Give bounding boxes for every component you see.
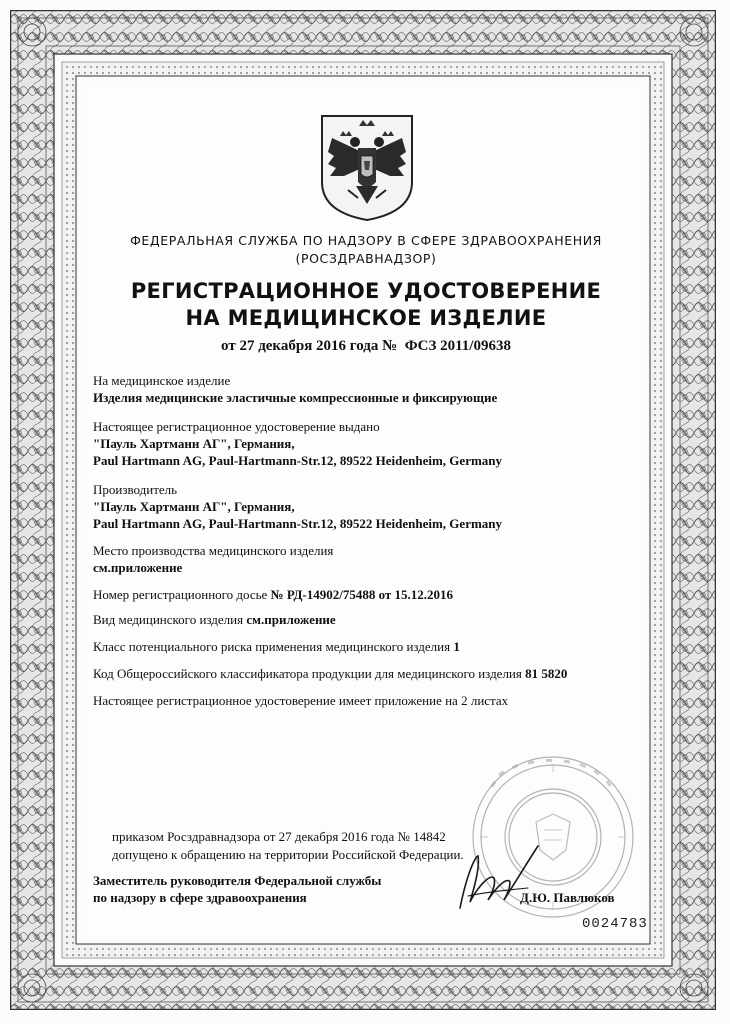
issued-holder-en: Paul Hartmann AG, Paul-Hartmann-Str.12, 89522 Heidenheim, Germany: [93, 453, 503, 468]
title-line-1: РЕГИСТРАЦИОННОЕ УДОСТОВЕРЕНИЕ: [130, 279, 602, 303]
kind-value: см.приложение: [246, 612, 336, 627]
serial-number: 0024783: [582, 916, 648, 932]
dossier-label: Номер регистрационного досье: [93, 587, 268, 602]
place-label: Место производства медицинского изделия: [93, 543, 334, 558]
agency-name: ФЕДЕРАЛЬНАЯ СЛУЖБА ПО НАДЗОРУ В СФЕРЕ ЗДРАВООХРАНЕНИЯ: [130, 233, 602, 248]
issued-label: Настоящее регистрационное удостоверение выдано: [93, 419, 380, 434]
place-value: см.приложение: [93, 560, 183, 575]
device-label: На медицинское изделие: [93, 373, 231, 388]
agency-abbreviation: (РОСЗДРАВНАДЗОР): [295, 251, 437, 266]
kind-row: [93, 611, 336, 628]
agency-heading: [90, 232, 642, 268]
dossier-row: [93, 586, 453, 603]
issue-line: [90, 338, 642, 355]
document-title: [90, 278, 642, 332]
handwritten-signature: [448, 838, 548, 918]
okp-label: Код Общероссийского классификатора продукции для медицинского изделия: [93, 666, 522, 681]
dossier-value: № РД-14902/75488 от 15.12.2016: [270, 587, 454, 602]
admitted-line: допущено к обращению на территории Российской Федерации.: [112, 847, 464, 862]
risk-label: Класс потенциального риска применения медицинского изделия: [93, 639, 451, 654]
title-line-2: НА МЕДИЦИНСКОЕ ИЗДЕЛИЕ: [185, 306, 547, 330]
appendix-text: Настоящее регистрационное удостоверение имеет приложение на 2 листах: [93, 693, 509, 708]
kind-label: Вид медицинского изделия: [93, 612, 244, 627]
issued-holder-ru: "Пауль Хартманн АГ", Германия,: [93, 436, 295, 451]
manufacturer-ru: "Пауль Хартманн АГ", Германия,: [93, 499, 295, 514]
risk-row: [93, 638, 460, 655]
okp-row: [93, 665, 567, 682]
order-line: приказом Росздравнадзора от 27 декабря 2016 года № 14842: [112, 829, 446, 844]
manufacturer-en: Paul Hartmann AG, Paul-Hartmann-Str.12, 89522 Heidenheim, Germany: [93, 516, 503, 531]
signatory-title-2: по надзору в сфере здравоохранения: [93, 890, 307, 905]
okp-value: 81 5820: [525, 666, 568, 681]
signatory-title-1: Заместитель руководителя Федеральной службы: [93, 873, 382, 888]
device-value: Изделия медицинские эластичные компрессионные и фиксирующие: [93, 390, 498, 405]
coat-of-arms-emblem: [318, 112, 416, 222]
number-sign: №: [382, 338, 398, 354]
issue-prefix: от: [221, 338, 236, 354]
issue-date: 27 декабря 2016 года: [239, 338, 379, 354]
risk-value: 1: [453, 639, 460, 654]
registration-number: ФСЗ 2011/09638: [404, 338, 511, 354]
signatory-name: Д.Ю. Павлюков: [520, 890, 615, 905]
manufacturer-label: Производитель: [93, 482, 178, 497]
